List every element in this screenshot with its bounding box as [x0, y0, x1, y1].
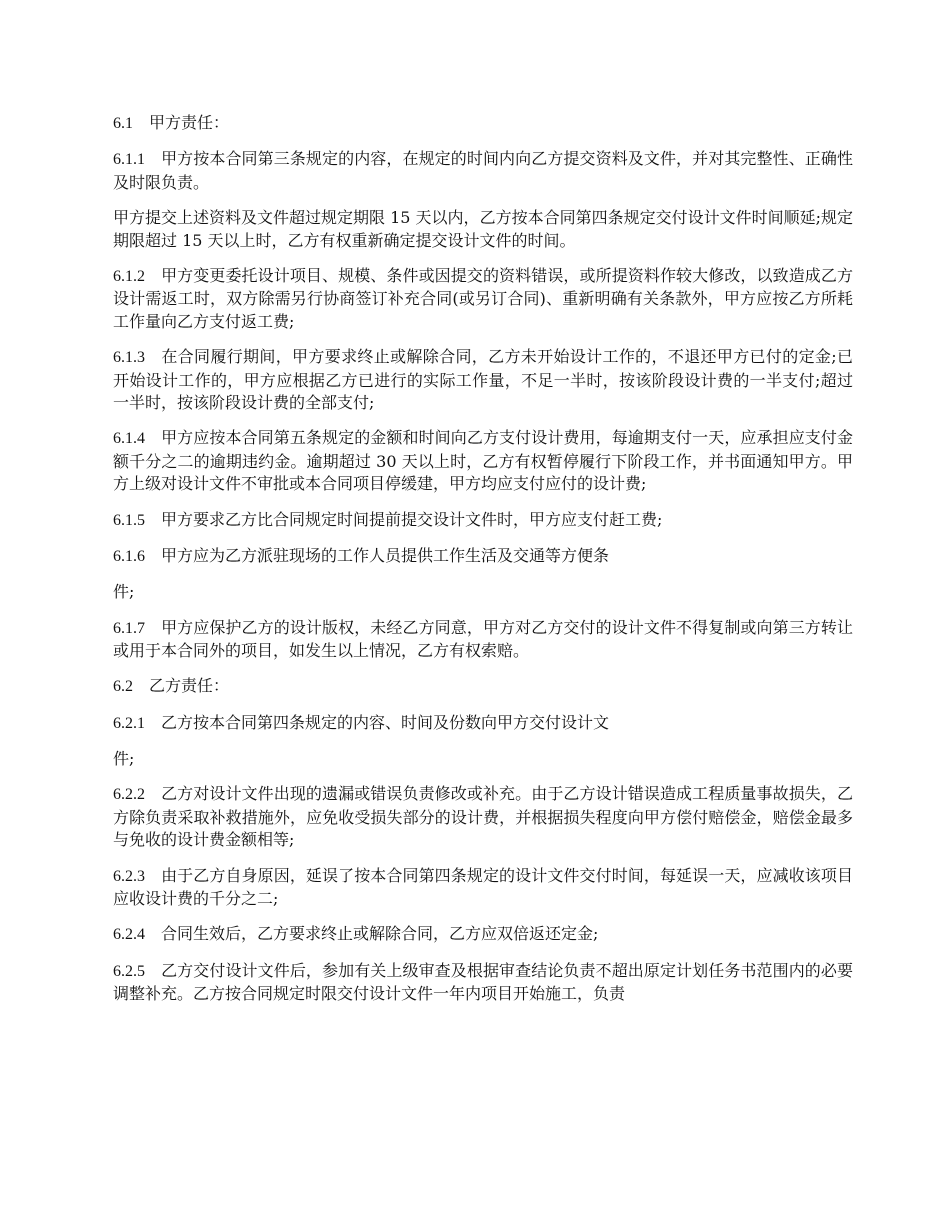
- clause-number: 6.2.3: [113, 867, 145, 885]
- paragraph: [113, 112, 853, 136]
- clause-number: 6.1.2: [113, 267, 145, 285]
- clause-number: 6.1.4: [113, 430, 145, 448]
- paragraph-text: 乙方交付设计文件后，参加有关上级审查及根据审查结论负责不超出原定计划任务书范围内的必要调整补充。乙方按合同规定时限交付设计文件一年内项目开始施工，负责: [113, 960, 853, 1004]
- clause-number: 6.1: [113, 115, 133, 132]
- paragraph-text: 乙方责任：: [149, 676, 230, 696]
- paragraph: [113, 675, 853, 699]
- paragraph: [113, 427, 853, 496]
- paragraph-text: 甲方变更委托设计项目、规模、条件或因提交的资料错误，或所提资料作较大修改，以致造成乙方设计需返工时，双方除需另行协商签订补充合同(或另订合同)、重新明确有关条款外，甲方应按乙方所耗工作量向乙方支付返工费;: [113, 265, 853, 331]
- clause-number: 6.1.5: [113, 511, 145, 529]
- paragraph: [113, 207, 853, 252]
- paragraph-text: 甲方应按本合同第五条规定的金额和时间向乙方支付设计费用，每逾期支付一天，应承担应支付金额千分之二的逾期违约金。逾期超过 30 天以上时，乙方有权暂停履行下阶段工作，并书面通知甲方。甲方上级对设计文件不审批或本合同项目停缓建，甲方均应支付应付的设计费;: [113, 428, 853, 494]
- paragraph-text: 甲方应保护乙方的设计版权，未经乙方同意，甲方对乙方交付的设计文件不得复制或向第三方转让或用于本合同外的项目，如发生以上情况，乙方有权索赔。: [113, 617, 853, 661]
- clause-number: 6.2.4: [113, 926, 145, 944]
- document-page: [113, 112, 853, 1019]
- clause-number: 6.2.5: [113, 962, 145, 980]
- paragraph-text: 在合同履行期间，甲方要求终止或解除合同，乙方未开始设计工作的，不退还甲方已付的定金;已开始设计工作的，甲方应根据乙方已进行的实际工作量，不足一半时，按该阶段设计费的一半支付;超过一半时，按该阶段设计费的全部支付;: [113, 347, 853, 413]
- paragraph-text: 乙方按本合同第四条规定的内容、时间及份数向甲方交付设计文: [161, 712, 610, 732]
- paragraph: [113, 148, 853, 194]
- paragraph: [113, 960, 853, 1006]
- paragraph-text: 甲方应为乙方派驻现场的工作人员提供工作生活及交通等方便条: [161, 546, 610, 566]
- paragraph: [113, 265, 853, 334]
- paragraph-text: 甲方按本合同第三条规定的内容，在规定的时间内向乙方提交资料及文件，并对其完整性、正确性及时限负责。: [113, 149, 853, 192]
- paragraph-text: 甲方提交上述资料及文件超过规定期限 15 天以内，乙方按本合同第四条规定交付设计文件时间顺延;规定期限超过 15 天以上时，乙方有权重新确定提交设计文件的时间。: [113, 208, 853, 250]
- paragraph: [113, 617, 853, 663]
- paragraph-text: 乙方对设计文件出现的遗漏或错误负责修改或补充。由于乙方设计错误造成工程质量事故损失，乙方除负责采取补救措施外，应免收受损失部分的设计费，并根据损失程度向甲方偿付赔偿金，赔偿金最多与免收的设计费金额相等;: [113, 784, 853, 850]
- paragraph: [113, 748, 853, 771]
- paragraph-text: 由于乙方自身原因，延误了按本合同第四条规定的设计文件交付时间，每延误一天，应减收该项目应收设计费的千分之二;: [113, 865, 853, 909]
- paragraph: [113, 712, 853, 736]
- clause-number: 6.1.6: [113, 548, 145, 566]
- paragraph: [113, 783, 853, 852]
- clause-number: 6.2: [113, 678, 133, 696]
- paragraph: [113, 346, 853, 415]
- clause-number: 6.1.3: [113, 349, 145, 367]
- paragraph-text: 甲方要求乙方比合同规定时间提前提交设计文件时，甲方应支付赶工费;: [161, 509, 663, 529]
- clause-number: 6.2.2: [113, 786, 145, 804]
- paragraph-text: 件;: [113, 749, 135, 769]
- paragraph-text: 件;: [113, 582, 135, 602]
- paragraph: [113, 865, 853, 911]
- clause-number: 6.1.7: [113, 619, 145, 637]
- paragraph: [113, 545, 853, 569]
- paragraph: [113, 509, 853, 533]
- paragraph: [113, 923, 853, 947]
- clause-number: 6.2.1: [113, 714, 145, 732]
- clause-number: 6.1.1: [113, 151, 145, 169]
- paragraph-text: 合同生效后，乙方要求终止或解除合同，乙方应双倍返还定金;: [161, 924, 599, 944]
- paragraph: [113, 581, 853, 604]
- paragraph-text: 甲方责任：: [149, 113, 230, 132]
